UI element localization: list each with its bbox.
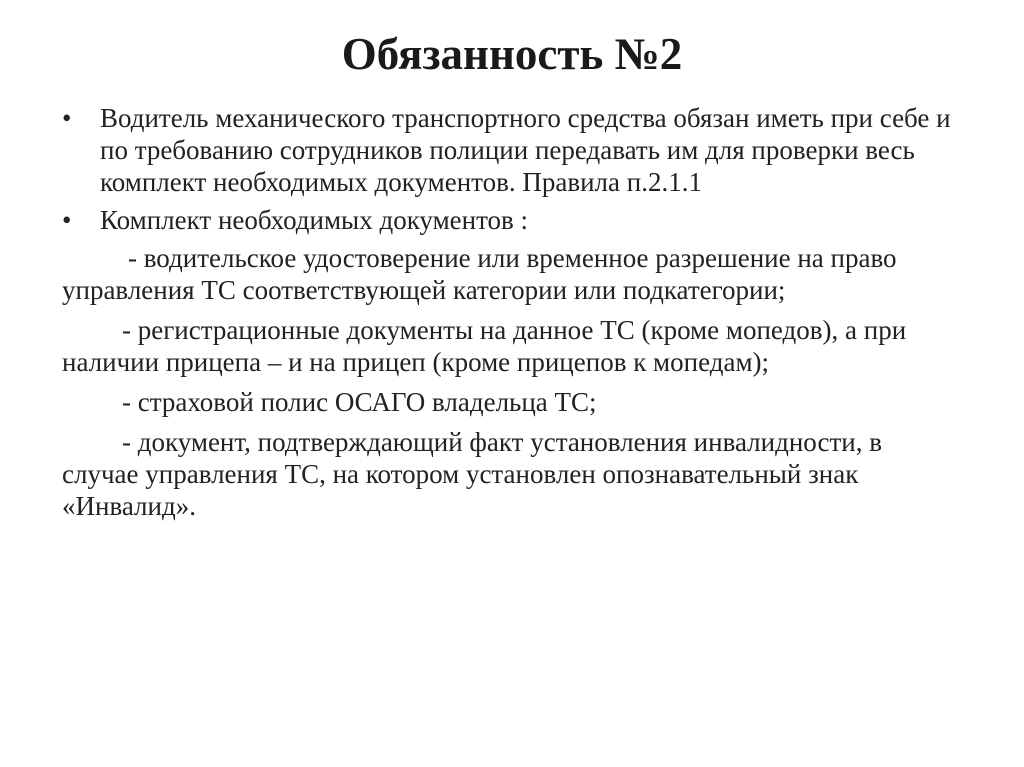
bullet-marker: •: [62, 103, 72, 133]
bullet-text: Водитель механического транспортного средства обязан иметь при себе и по требованию сотрудников полиции передавать им для проверки весь комплект необходимых документов. Правила п.2.1.1: [100, 103, 951, 197]
document-list-item: - документ, подтверждающий факт установления инвалидности, в случае управления ТС, на котором установлен опознавательный знак «Инвалид».: [62, 427, 882, 521]
slide-body: [62, 102, 962, 530]
bullet-marker: •: [62, 205, 72, 235]
bullet-item: [62, 102, 962, 198]
bullet-text: Комплект необходимых документов :: [100, 205, 529, 235]
document-list-item: - регистрационные документы на данное ТС (кроме мопедов), а при наличии прицепа – и на прицеп (кроме прицепов к мопедам);: [62, 315, 907, 377]
document-list-item: - страховой полис ОСАГО владельца ТС;: [122, 387, 597, 417]
bullet-item: [62, 204, 962, 236]
slide-title: Обязанность №2: [341, 29, 683, 79]
document-list-item: - водительское удостоверение или временное разрешение на право управления ТС соответствующей категории или подкатегории;: [62, 243, 897, 305]
